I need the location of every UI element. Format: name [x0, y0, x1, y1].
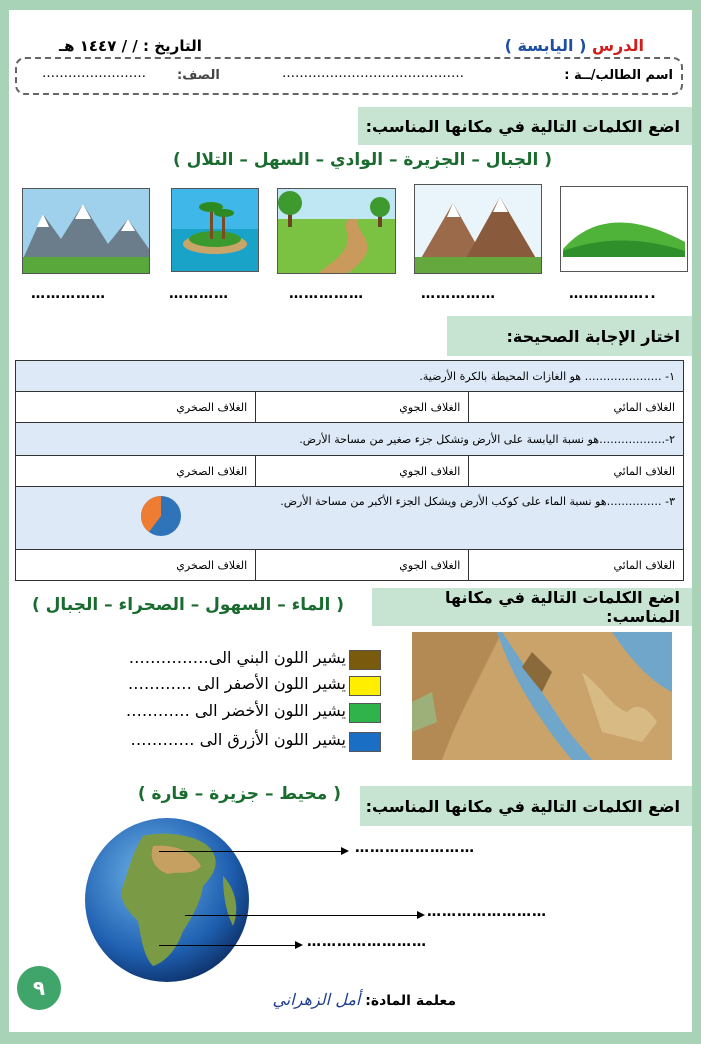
class-field[interactable]: …………………… [42, 66, 146, 81]
section3-title-text: اضع الكلمات التالية في مكانها المناسب: [444, 588, 680, 626]
valley-image [277, 188, 396, 274]
relief-map-image [412, 632, 672, 760]
legend-blue-text: يشير اللون الأزرق الى ………… [130, 730, 346, 749]
q1-option-atmosphere[interactable]: الغلاف الجوي [256, 392, 469, 423]
globe-blank-3[interactable]: …………………… [307, 934, 427, 950]
water-land-pie-icon [139, 494, 183, 538]
blank-2[interactable]: ………… [169, 286, 229, 302]
date-value: / / ١٤٤٧ هـ [59, 37, 138, 55]
date-line [59, 37, 202, 55]
arrow-1-head [341, 847, 349, 855]
section2-title-text: اختار الإجابة الصحيحة: [506, 326, 680, 346]
blank-3[interactable]: …………… [289, 286, 364, 302]
q1-option-lithosphere[interactable]: الغلاف الصخري [16, 392, 256, 423]
class-label: الصف: [177, 68, 220, 83]
q2-option-lithosphere[interactable]: الغلاف الصخري [16, 456, 256, 487]
globe-image [83, 816, 251, 984]
section1-words [173, 150, 552, 170]
student-name-field[interactable]: …………………………………… [282, 66, 464, 81]
teacher-line [272, 990, 456, 1009]
section2-title [447, 316, 692, 356]
legend-yellow-swatch [349, 676, 381, 696]
q1-option-hydrosphere[interactable]: الغلاف المائي [469, 392, 684, 423]
globe-blank-1[interactable]: …………………… [355, 840, 475, 856]
blank-5[interactable]: …………….. [569, 286, 657, 302]
mountains-image [414, 184, 542, 274]
teacher-label: معلمة المادة: [365, 993, 456, 1009]
lesson-label: الدرس [591, 36, 644, 55]
section4-words-text: ( محيط – جزيرة – قارة ) [137, 784, 341, 804]
blank-1[interactable]: …………… [31, 286, 106, 302]
legend-green-text: يشير اللون الأخضر الى ………… [125, 701, 346, 720]
section1-words-text: ( الجبال – الجزيرة – الوادي – السهل – التلال ) [172, 150, 552, 170]
date-label: التاريخ : [143, 37, 202, 55]
q3-option-atmosphere[interactable]: الغلاف الجوي [256, 550, 469, 581]
section3-words-text: ( الماء – السهول – الصحراء – الجبال ) [31, 595, 344, 615]
question-2: ٢-………………هو نسبة اليابسة على الأرض وتشكل جزء صغير من مساحة الأرض. [16, 423, 684, 456]
teacher-signature: أمل الزهراني [272, 990, 361, 1009]
legend-yellow-text: يشير اللون الأصفر الى ………… [127, 674, 346, 693]
worksheet-page [9, 10, 692, 1032]
arrow-2-head [417, 911, 425, 919]
multiple-choice-table [15, 360, 684, 581]
arrow-3-head [295, 941, 303, 949]
mountain-range-image [22, 188, 150, 274]
section4-title [360, 786, 692, 826]
island-image [171, 188, 259, 272]
answer-row [16, 550, 684, 581]
q2-option-hydrosphere[interactable]: الغلاف المائي [469, 456, 684, 487]
q3-option-lithosphere[interactable]: الغلاف الصخري [16, 550, 256, 581]
student-info-box [15, 57, 683, 95]
blank-4[interactable]: …………… [421, 286, 496, 302]
lesson-name: ( اليابسة ) [504, 36, 587, 55]
q3-option-hydrosphere[interactable]: الغلاف المائي [469, 550, 684, 581]
section1-title-text: اضع الكلمات التالية في مكانها المناسب: [365, 116, 680, 136]
legend-brown-text: يشير اللون البني الى…………… [128, 648, 346, 667]
question-3-cell [16, 487, 684, 550]
arrow-1 [159, 851, 345, 852]
question-row [16, 361, 684, 392]
globe-blank-2[interactable]: …………………… [427, 904, 547, 920]
arrow-3 [159, 945, 299, 946]
question-row [16, 487, 684, 550]
question-1: ١- ………………… هو الغازات المحيطة بالكرة الأرضية. [16, 361, 684, 392]
question-row [16, 423, 684, 456]
lesson-title [505, 36, 644, 55]
section3-words [32, 595, 344, 615]
arrow-2 [185, 915, 421, 916]
section4-title-text: اضع الكلمات التالية في مكانها المناسب: [365, 796, 680, 816]
q2-option-atmosphere[interactable]: الغلاف الجوي [256, 456, 469, 487]
hills-image [560, 186, 688, 272]
answer-row [16, 456, 684, 487]
section1-title [358, 107, 692, 145]
section4-words [138, 784, 341, 804]
student-name-label: اسم الطالب/ــة : [564, 68, 673, 83]
section3-title [372, 588, 692, 626]
legend-green-swatch [349, 703, 381, 723]
legend-brown-swatch [349, 650, 381, 670]
legend-blue-swatch [349, 732, 381, 752]
page-number: ٩ [32, 976, 46, 1000]
page-number-badge [17, 966, 61, 1010]
question-3: ٣- ……………هو نسبة الماء على كوكب الأرض ويشكل الجزء الأكبر من مساحة الأرض. [280, 495, 675, 508]
answer-row [16, 392, 684, 423]
